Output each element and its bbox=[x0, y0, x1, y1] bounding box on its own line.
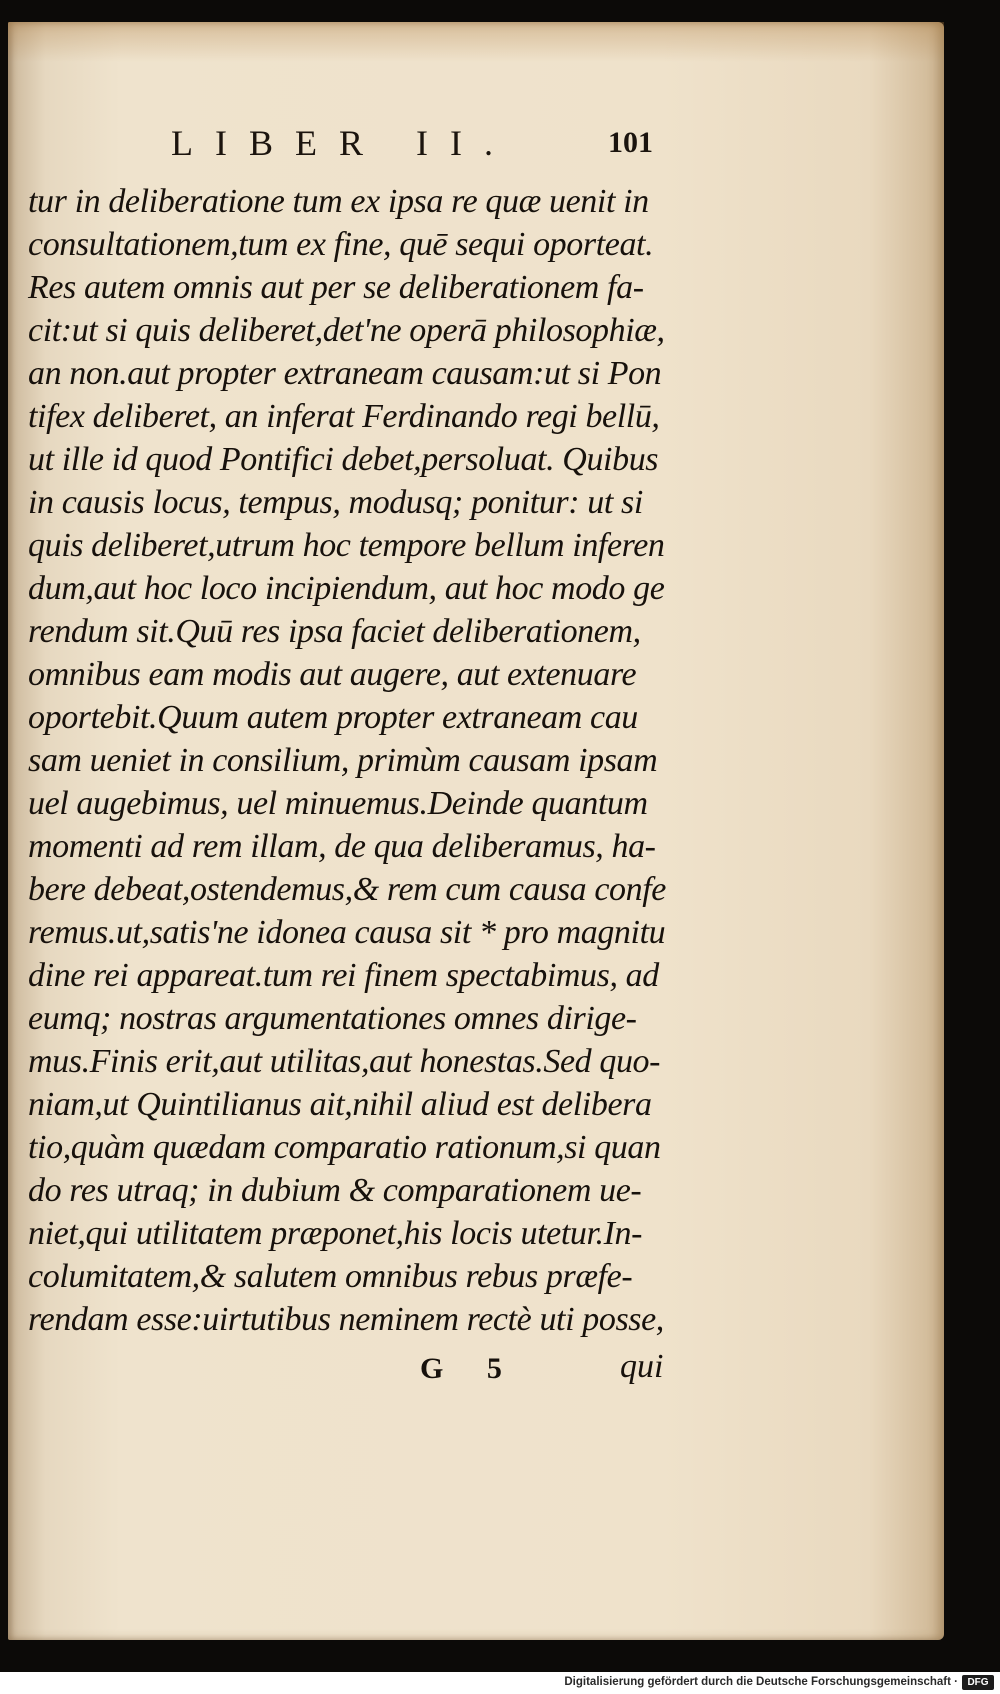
text-line: do res utraq; in dubium & comparationem ue- bbox=[28, 1172, 642, 1209]
running-head bbox=[8, 122, 944, 172]
text-line: tifex deliberet, an inferat Ferdinando regi bellū, bbox=[28, 398, 660, 435]
text-line: mus.Finis erit,aut utilitas,aut honestas.Sed quo- bbox=[28, 1043, 661, 1080]
text-line: momenti ad rem illam, de qua deliberamus, ha- bbox=[28, 828, 656, 865]
text-line: rendam esse:uirtutibus neminem rectè uti posse, bbox=[28, 1301, 664, 1338]
text-line: dine rei appareat.tum rei finem spectabimus, ad bbox=[28, 957, 659, 994]
text-line: cit:ut si quis deliberet,det'ne operā philosophiæ, bbox=[28, 312, 665, 349]
text-line: ut ille id quod Pontifici debet,persoluat. Quibus bbox=[28, 441, 659, 478]
footer-bar bbox=[0, 1672, 1000, 1694]
text-line: rendum sit.Quū res ipsa faciet deliberationem, bbox=[28, 613, 641, 650]
book-page bbox=[8, 22, 944, 1640]
text-line: tio,quàm quædam comparatio rationum,si quan bbox=[28, 1129, 661, 1166]
funding-credit: Digitalisierung gefördert durch die Deutsche Forschungsgemeinschaft · bbox=[564, 1676, 958, 1688]
dfg-logo: DFG bbox=[962, 1675, 994, 1690]
text-line: oportebit.Quum autem propter extraneam cau bbox=[28, 699, 638, 736]
text-line: consultationem,tum ex fine, quē sequi oporteat. bbox=[28, 226, 654, 263]
text-line: sam ueniet in consilium, primùm causam ipsam bbox=[28, 742, 658, 779]
text-line: niam,ut Quintilianus ait,nihil aliud est delibera bbox=[28, 1086, 652, 1123]
text-line: columitatem,& salutem omnibus rebus præfe- bbox=[28, 1258, 633, 1295]
catchword: qui bbox=[620, 1348, 664, 1385]
page-number: 101 bbox=[608, 126, 653, 159]
text-line: tur in deliberatione tum ex ipsa re quæ uenit in bbox=[28, 183, 649, 220]
catch-line bbox=[8, 1348, 944, 1402]
text-line: niet,qui utilitatem præponet,his locis utetur.In- bbox=[28, 1215, 643, 1252]
signature-mark: G 5 bbox=[420, 1352, 520, 1385]
text-line: quis deliberet,utrum hoc tempore bellum inferen bbox=[28, 527, 665, 564]
text-line: Res autem omnis aut per se deliberationem fa- bbox=[28, 269, 644, 306]
text-line: dum,aut hoc loco incipiendum, aut hoc modo ge bbox=[28, 570, 665, 607]
text-line: omnibus eam modis aut augere, aut extenuare bbox=[28, 656, 637, 693]
text-block bbox=[28, 180, 688, 1341]
text-line: an non.aut propter extraneam causam:ut si Pon bbox=[28, 355, 662, 392]
text-line: eumq; nostras argumentationes omnes dirige- bbox=[28, 1000, 637, 1037]
text-line: uel augebimus, uel minuemus.Deinde quantum bbox=[28, 785, 648, 822]
text-line: bere debeat,ostendemus,& rem cum causa confe bbox=[28, 871, 666, 908]
text-line: in causis locus, tempus, modusq; ponitur: ut si bbox=[28, 484, 643, 521]
running-title: LIBER II. bbox=[171, 123, 515, 163]
text-line: remus.ut,satis'ne idonea causa sit * pro magnitu bbox=[28, 914, 666, 951]
